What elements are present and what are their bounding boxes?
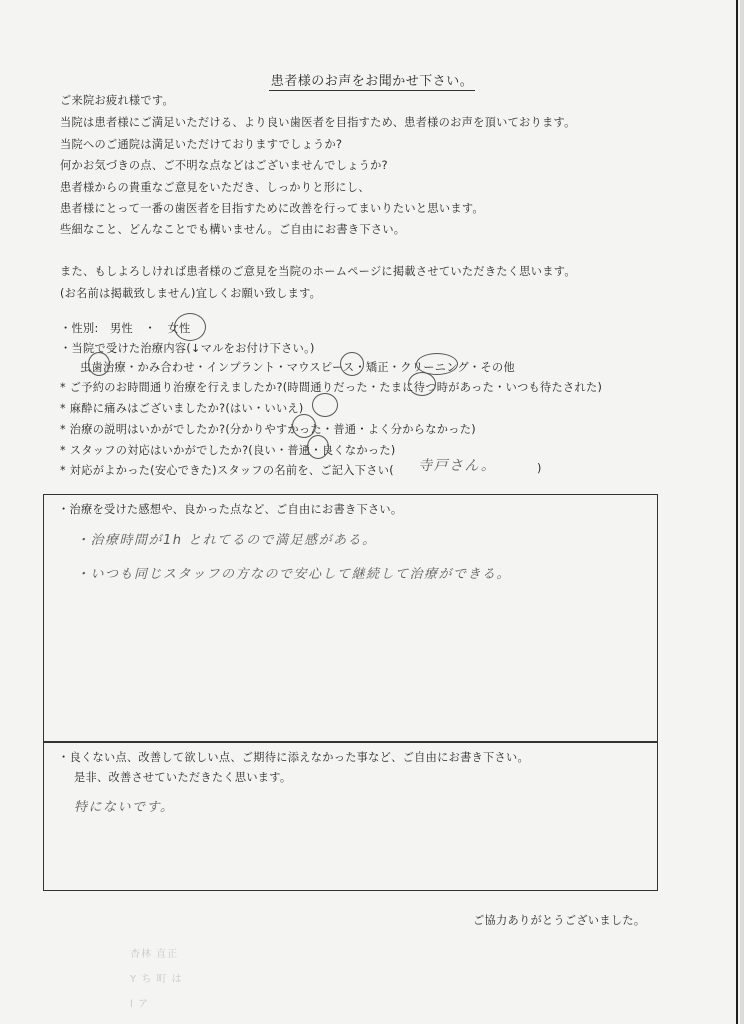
scan-edge-line <box>736 0 738 1024</box>
answer-circle-good <box>307 435 329 459</box>
page-title: 患者様のお声をお聞かせ下さい。 <box>270 74 474 89</box>
impressions-box <box>43 494 658 743</box>
consent-line-1: また、もしよろしければ患者様のご意見を当院のホームページに掲載させていただきたく思います。 <box>60 265 576 278</box>
closing-thanks: ご協力ありがとうございました。 <box>473 914 646 927</box>
handwritten-bad-points: 特にないです。 <box>74 800 175 815</box>
bleed-through-mark-1: 杏林 直正 <box>130 949 179 960</box>
bleed-through-mark-3: l ア <box>130 999 149 1010</box>
answer-circle-mouthpiece <box>340 352 364 376</box>
intro-line-4: 何かお気づきの点、ご不明な点などはございませんでしょうか? <box>60 159 388 172</box>
answer-circle-easy <box>292 414 316 438</box>
staff-name-close: ) <box>537 462 542 475</box>
bleed-through-mark-2: Y ち 町 は <box>130 974 183 985</box>
handwritten-impression-1: ・治療時間が1h とれてるので満足感がある。 <box>76 533 377 548</box>
treatment-question: ・当院で受けた治療内容(↓マルをお付け下さい。) <box>60 342 315 355</box>
improvements-box <box>43 741 658 891</box>
intro-line-6: 患者様にとって一番の歯医者を目指すために改善を行ってまいりたいと思います。 <box>60 202 484 215</box>
question-explanation: * 治療の説明はいかがでしたか?(分かりやすかった・普通・よく分からなかった) <box>60 423 476 436</box>
consent-line-2: (お名前は掲載致しません)宜しくお願い致します。 <box>60 287 322 300</box>
intro-line-2: 当院は患者様にご満足いただける、より良い歯医者を目指すため、患者様のお声を頂いております。 <box>60 116 576 129</box>
scan-edge <box>740 0 744 1024</box>
improvements-prompt-2: 是非、改善させていただきたく思います。 <box>74 771 292 784</box>
answer-circle-cavity <box>88 352 110 376</box>
handwritten-staff-name: 寺戸さん。 <box>418 458 497 474</box>
answer-circle-no <box>312 393 338 417</box>
answer-circle-female <box>174 313 206 341</box>
intro-line-1: ご来院お疲れ様です。 <box>60 94 174 107</box>
intro-line-5: 患者様からの貴重なご意見をいただき、しっかりと形にし、 <box>60 181 370 194</box>
question-appointment-time: * ご予約のお時間通り治療を行えましたか?(時間通りだった・たまに待つ時があった・いつも待たされた) <box>60 381 603 394</box>
question-staff-name: * 対応がよかった(安心できた)スタッフの名前を、ご記入下さい( <box>60 464 394 477</box>
question-staff: * スタッフの対応はいかがでしたか?(良い・普通・良くなかった) <box>60 444 396 457</box>
question-anesthesia-pain: * 麻酔に痛みはございましたか?(はい・いいえ) <box>60 402 304 415</box>
treatment-options: 虫歯治療・かみ合わせ・インプラント・マウスピース・矯正・クリーニング・その他 <box>80 361 515 374</box>
answer-circle-on-time <box>408 372 436 396</box>
intro-line-7: 些細なこと、どんなことでも構いません。ご自由にお書き下さい。 <box>60 223 406 236</box>
handwritten-impression-2: ・いつも同じスタッフの方なので安心して継続して治療ができる。 <box>76 567 512 582</box>
improvements-prompt: ・良くない点、改善して欲しい点、ご期待に添えなかった事など、ご自由にお書き下さい。 <box>58 751 529 764</box>
impressions-prompt: ・治療を受けた感想や、良かった点など、ご自由にお書き下さい。 <box>58 503 403 516</box>
gender-question: ・性別: 男性 ・ 女性 <box>60 322 191 335</box>
intro-line-3: 当院へのご通院は満足いただけておりますでしょうか? <box>60 138 343 151</box>
